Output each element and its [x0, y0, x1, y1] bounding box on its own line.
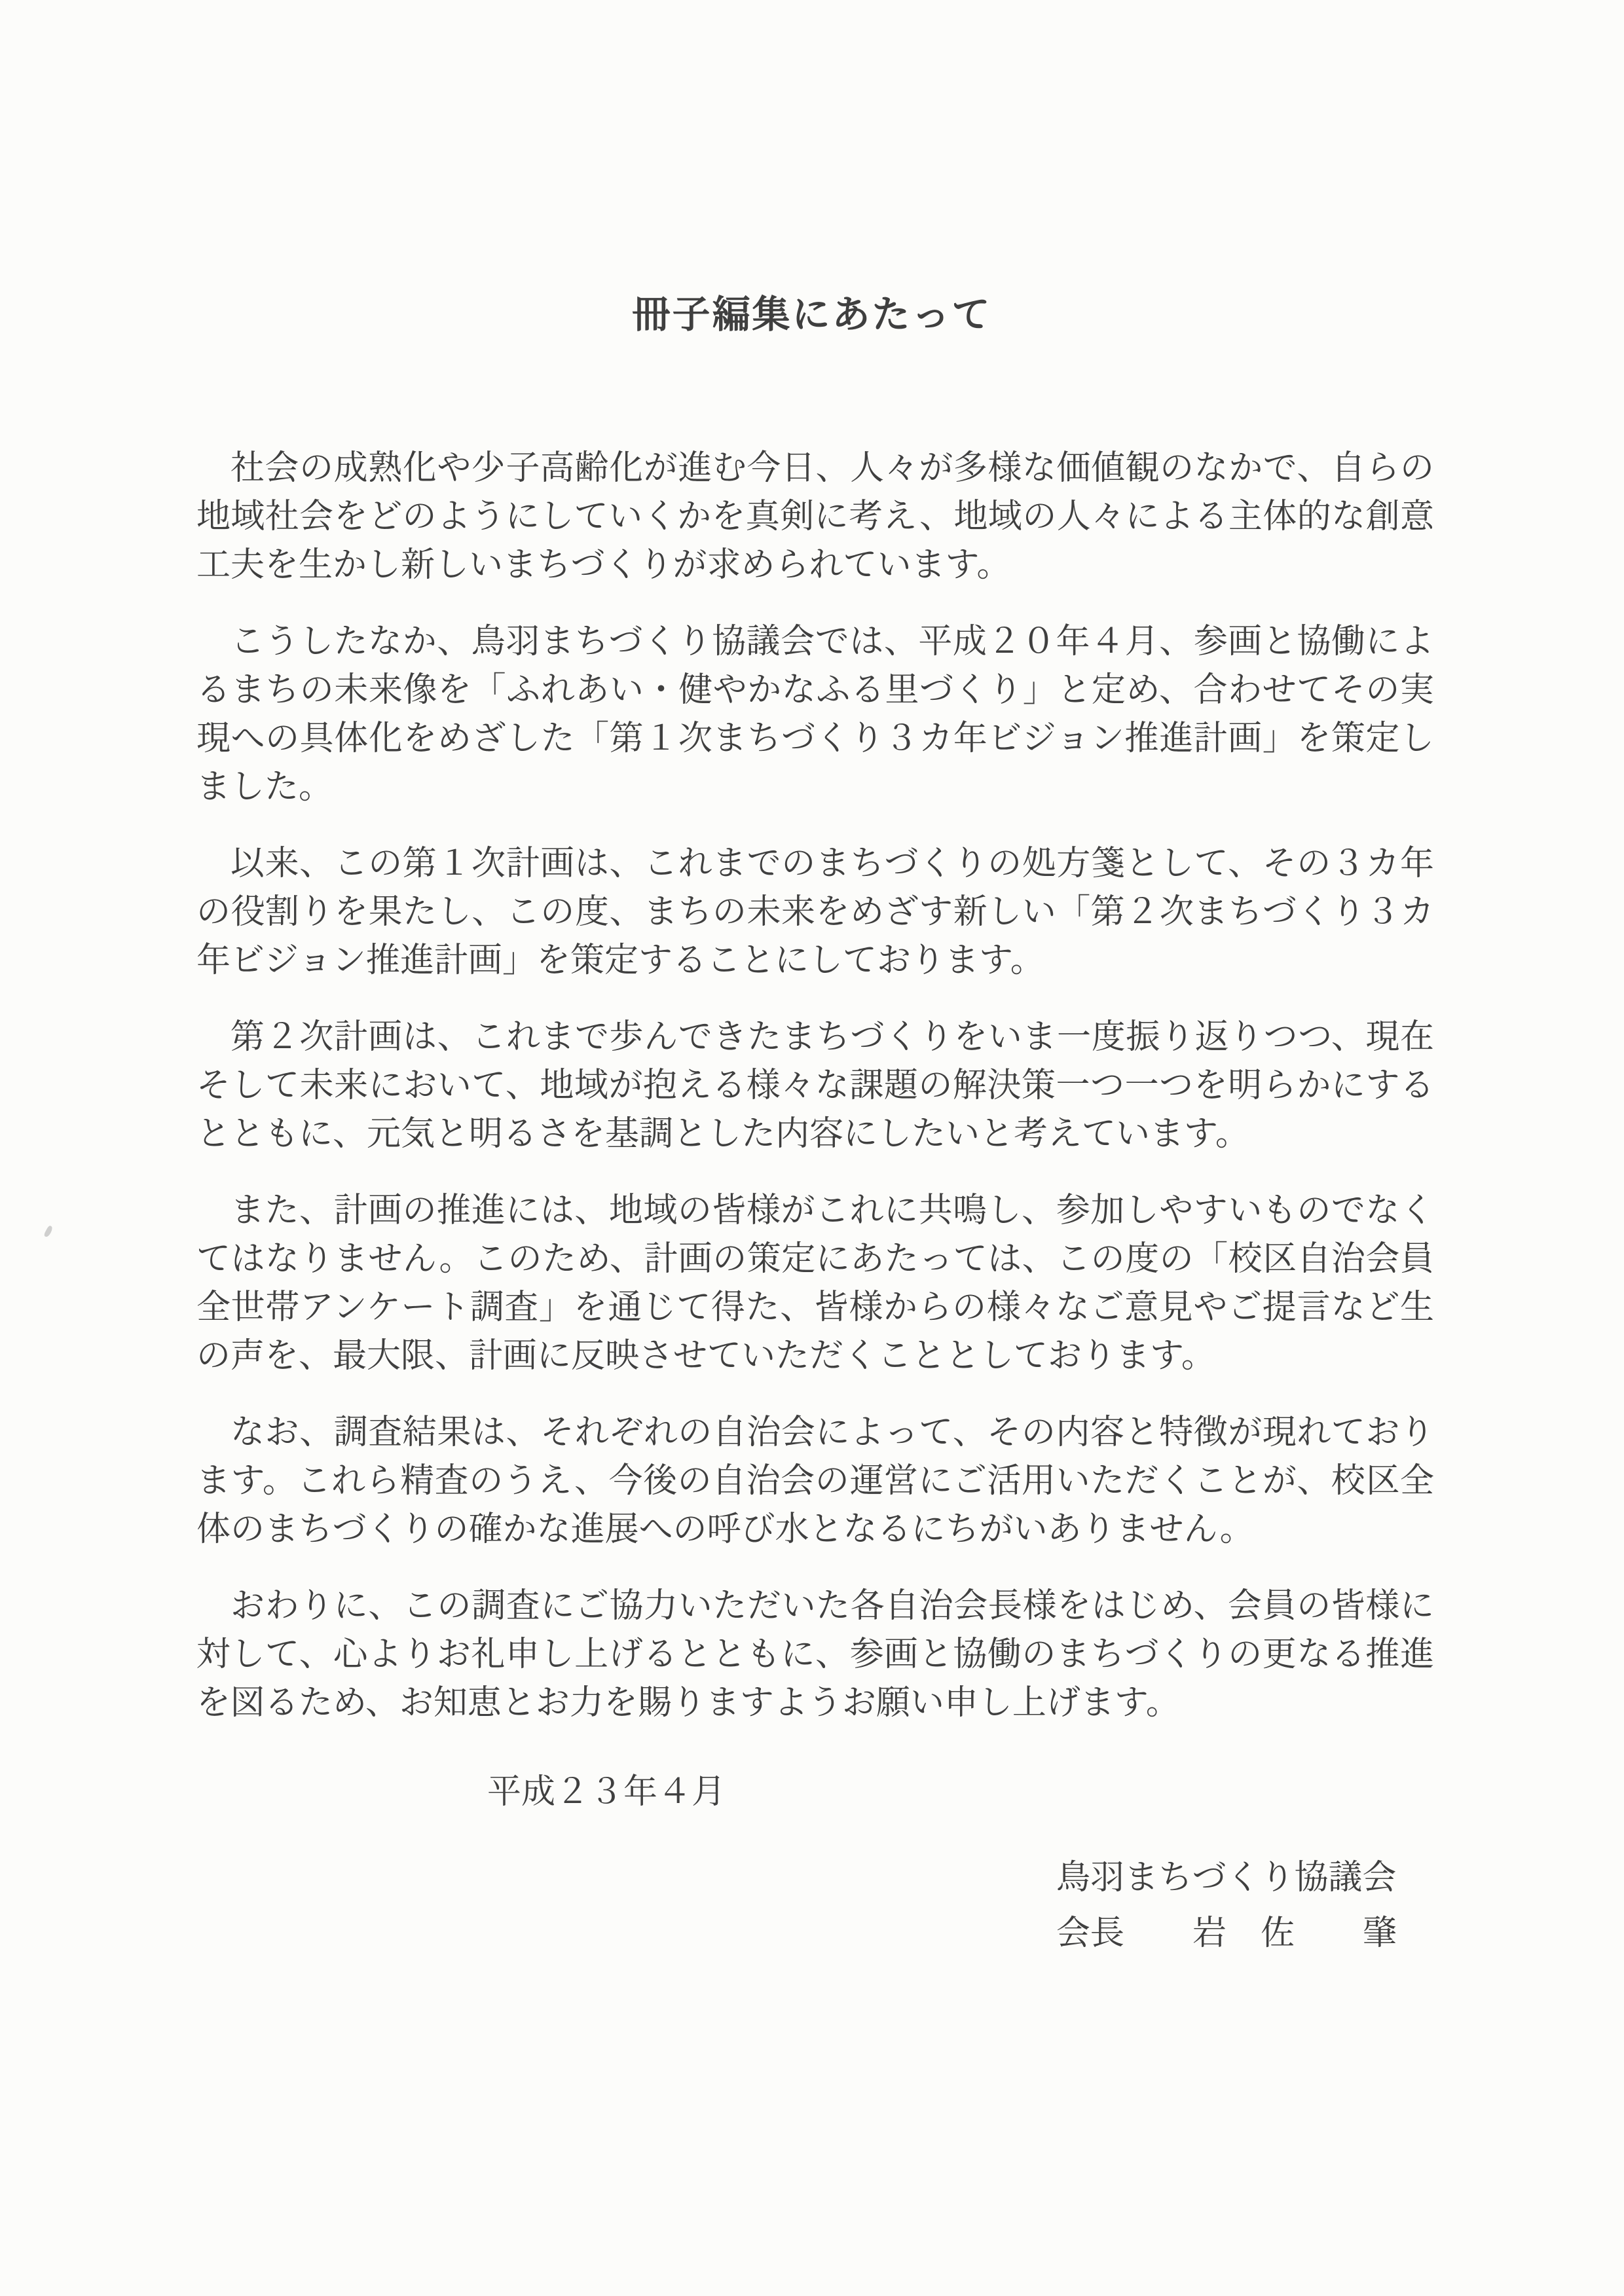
- document-title: 冊子編集にあたって: [632, 293, 992, 336]
- signature-organization: 鳥羽まちづくり協議会: [1056, 1859, 1397, 1897]
- paragraph-6: なお、調査結果は、それぞれの自治会によって、その内容と特徴が現れております。これら精査のうえ、今後の自治会の運営にご活用いただくことが、校区全体のまちづくりの確かな進展への呼び水となるにちがいありません。: [196, 1414, 1434, 1549]
- paragraph-4: 第２次計画は、これまで歩んできたまちづくりをいま一度振り返りつつ、現在そして未来において、地域が抱える様々な課題の解決策一つ一つを明らかにするとともに、元気と明るさを基調とした内容にしたいと考えています。: [196, 1019, 1434, 1154]
- paragraph-5: また、計画の推進には、地域の皆様がこれに共鳴し、参加しやすいものでなくてはなりません。このため、計画の策定にあたっては、この度の「校区自治会員全世帯アンケート調査」を通じて得た、皆様からの様々なご意見やご提言など生の声を、最大限、計画に反映させていただくこととしております。: [196, 1192, 1434, 1376]
- scan-artifact-speck: [43, 1225, 54, 1238]
- paragraph-2: こうしたなか、鳥羽まちづくり協議会では、平成２０年４月、参画と協働によるまちの未来像を「ふれあい・健やかなふる里づくり」と定め、合わせてその実現への具体化をめざした「第１次まちづくり３カ年ビジョン推進計画」を策定しました。: [196, 623, 1434, 807]
- signature-block: [1056, 1850, 1434, 1961]
- paragraph-1: 社会の成熟化や少子高齢化が進む今日、人々が多様な価値観のなかで、自らの地域社会をどのようにしていくかを真剣に考え、地域の人々による主体的な創意工夫を生かし新しいまちづくりが求められています。: [196, 450, 1434, 585]
- document-date: 平成２３年４月: [487, 1774, 726, 1812]
- document-body: [196, 445, 1434, 1961]
- signature-president-name: 会長 岩 佐 肇: [1056, 1915, 1397, 1953]
- paragraph-3: 以来、この第１次計画は、これまでのまちづくりの処方箋として、その３カ年の役割りを果たし、この度、まちの未来をめざす新しい「第２次まちづくり３カ年ビジョン推進計画」を策定することにしております。: [196, 845, 1434, 980]
- paragraph-7: おわりに、この調査にご協力いただいた各自治会長様をはじめ、会員の皆様に対して、心よりお礼申し上げるとともに、参画と協働のまちづくりの更なる推進を図るため、お知恵とお力を賜りますようお願い申し上げます。: [196, 1588, 1434, 1722]
